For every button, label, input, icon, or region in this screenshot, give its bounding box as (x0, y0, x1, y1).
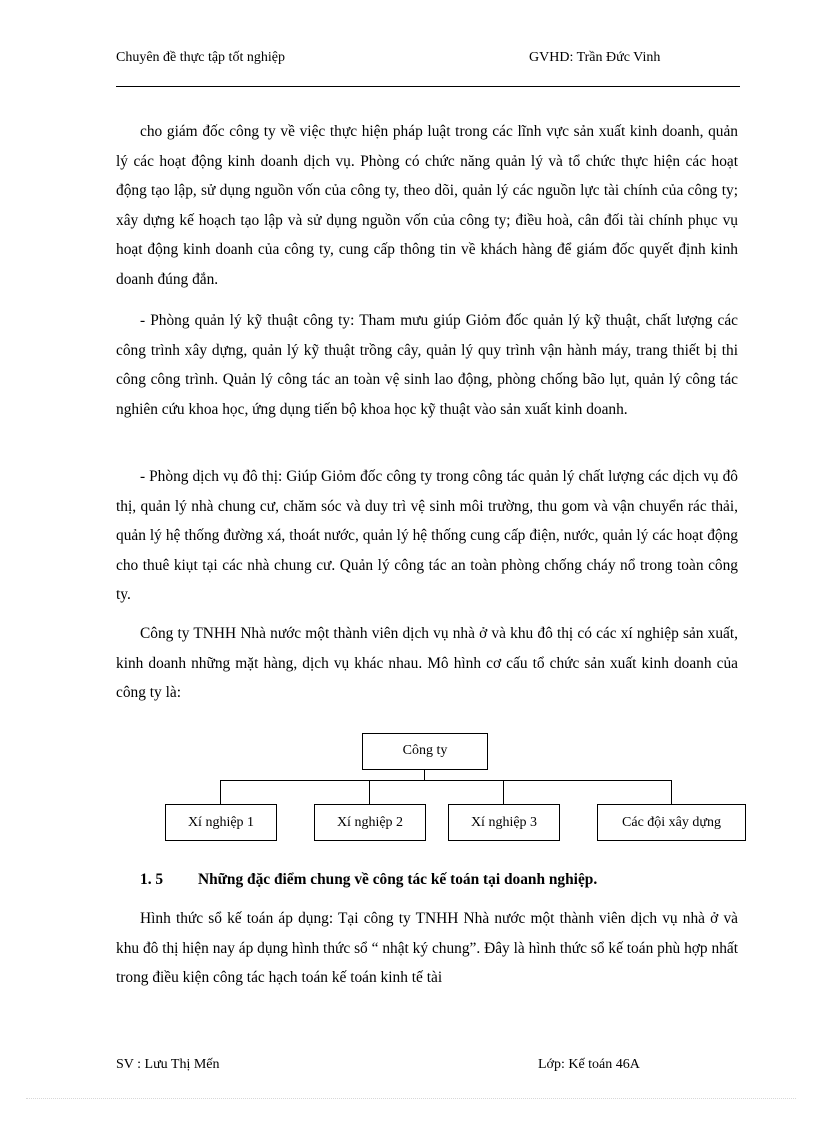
paragraph-technical-department: - Phòng quản lý kỹ thuật công ty: Tham mưu giúp Giỏm đốc quản lý kỹ thuật, chất lượng các công trình xây dựng, quản lý kỹ thuật trồng cây, quản lý quy trình vận hành máy, trang thiết bị thi công công trình. Quản lý công tác an toàn vệ sinh lao động, phòng chống bão lụt, quản lý công tác nghiên cứu khoa học, ứng dụng tiến bộ khoa học kỹ thuật vào sản xuất kinh doanh. (116, 312, 738, 418)
section-number: 1. 5 (140, 871, 164, 888)
paragraph-finance-department: cho giám đốc công ty về việc thực hiện pháp luật trong các lĩnh vực sản xuất kinh doanh, quản lý các hoạt động kinh doanh dịch vụ. Phòng có chức năng quản lý và tổ chức thực hiện các hoạt động tạo lập, sử dụng nguồn vốn của công ty, theo dõi, quản lý các nguồn lực tài chính của công ty; xây dựng kế hoạch tạo lập và sử dụng nguồn vốn của công ty; điều hoà, cân đối tài chính phục vụ hoạt động kinh doanh của công ty, cung cấp thông tin về khách hàng để giám đốc quyết định kinh doanh đúng đắn. (116, 123, 738, 288)
org-chart-box-construction-teams: Các đội xây dựng (597, 804, 746, 841)
org-chart-branch-connector (671, 780, 672, 804)
header-right: GVHD: Trần Đức Vinh (529, 50, 661, 65)
org-chart-root-box: Công ty (362, 733, 488, 770)
section-title: Những đặc điểm chung về công tác kế toán tại doanh nghiệp. (198, 871, 598, 888)
header-left: Chuyên đề thực tập tốt nghiệp (116, 50, 285, 65)
org-chart-box-enterprise-2: Xí nghiệp 2 (314, 804, 426, 841)
footer-right: Lớp: Kế toán 46A (538, 1057, 640, 1072)
org-chart-branch-connector (369, 780, 370, 804)
org-chart-horizontal-connector (220, 780, 671, 781)
org-chart-box-enterprise-3: Xí nghiệp 3 (448, 804, 560, 841)
org-chart-root-connector (424, 770, 425, 780)
paragraph-urban-services-department: - Phòng dịch vụ đô thị: Giúp Giỏm đốc công ty trong công tác quản lý chất lượng các dịch vụ đô thị, quản lý nhà chung cư, chăm sóc và duy trì vệ sinh môi trường, thu gom và vận chuyển rác thải, quản lý hệ thống đường xá, thoát nước, quản lý hệ thống cung cấp điện, nước, quản lý các hoạt động cho thuê kiụt tại các nhà chung cư. Quản lý công tác an toàn phòng chống cháy nổ trong toàn công ty. (116, 468, 738, 604)
paragraph-company-structure: Công ty TNHH Nhà nước một thành viên dịch vụ nhà ở và khu đô thị có các xí nghiệp sản xuất, kinh doanh những mặt hàng, dịch vụ khác nhau. Mô hình cơ cấu tổ chức sản xuất kinh doanh của công ty là: (116, 625, 738, 702)
paragraph-accounting-form: Hình thức sổ kế toán áp dụng: Tại công ty TNHH Nhà nước một thành viên dịch vụ nhà ở và khu đô thị hiện nay áp dụng hình thức sổ “ nhật ký chung”. Đây là hình thức sổ kế toán phù hợp nhất trong điều kiện công tác hạch toán kế toán kinh tế tài (116, 910, 738, 987)
org-chart-branch-connector (220, 780, 221, 804)
section-heading (140, 871, 597, 889)
footer-left: SV : Lưu Thị Mến (116, 1057, 220, 1072)
org-chart-box-enterprise-1: Xí nghiệp 1 (165, 804, 277, 841)
header-rule (116, 86, 740, 87)
org-chart-branch-connector (503, 780, 504, 804)
page-edge-divider (26, 1098, 796, 1099)
